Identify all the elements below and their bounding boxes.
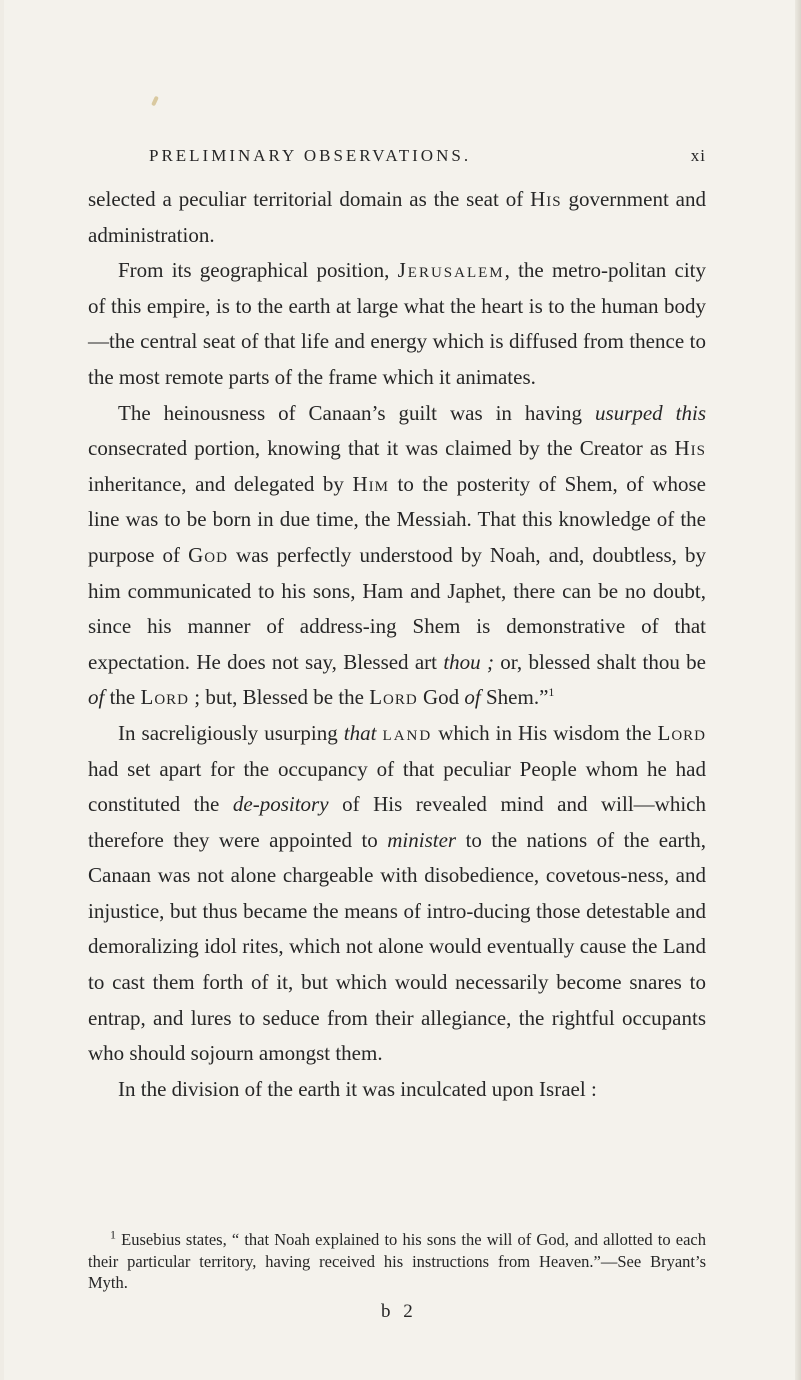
paragraph-1: selected a peculiar territorial domain as the seat of His government and administration. [88,187,706,247]
page-right-edge [795,0,801,1380]
page-number: xi [690,146,706,165]
body-text [88,182,706,1107]
footnote-section [88,1229,706,1294]
paragraph-5: In the division of the earth it was inculcated upon Israel : [118,1076,597,1101]
page-left-edge [0,0,4,1380]
paragraph-4: In sacreligiously usurping that land which in His wisdom the Lord had set apart for the occupancy of that peculiar People whom he had constituted the de-pository of His revealed mind and will—which therefore they were appointed to minister to the nations of the earth, Canaan was not alone chargeable with disobedience, covetous-ness, and injustice, but thus became the means of intro-ducing those detestable and demoralizing idol rites, which not alone would eventually cause the Land to cast them forth of it, but which would necessarily become snares to entrap, and lures to seduce from their allegiance, the rightful occupants who should sojourn amongst them. [88,720,707,1066]
footnote-reference[interactable]: 1 [548,685,555,700]
paper-speck [151,96,159,107]
paragraph-2: From its geographical position, Jerusalem, the metro-politan city of this empire, is to the earth at large what the heart is to the human body—the central seat of that life and energy which is diffused from thence to the most remote parts of the frame which it animates. [88,258,706,389]
running-title: PRELIMINARY OBSERVATIONS. [149,146,472,165]
paragraph-3: The heinousness of Canaan’s guilt was in having usurped this consecrated portion, knowing that it was claimed by the Creator as His inheritance, and delegated by Him to the posterity of Shem, of whose line was to be born in due time, the Messiah. That this knowledge of the purpose of God was perfectly understood by Noah, and, doubtless, by him communicated to his sons, Ham and Japhet, there can be no doubt, since his manner of address-ing Shem is demonstrative of that expectation. He does not say, Blessed art thou ; or, blessed shalt thou be of the Lord ; but, Blessed be the Lord God of Shem.”$^1$ [88,400,706,710]
signature-mark: b 2 [381,1301,417,1322]
footnote-marker: 1 [110,1227,116,1242]
jerusalem-term: Jerusalem [397,258,505,283]
footnote-1: $^1$ Eusebius states, “ that Noah explained to his sons the will of God, and allotted to each their particular territory, having received his instructions from Heaven.”—See Bryant’s Myth. [88,1227,706,1292]
page-header [149,146,706,176]
